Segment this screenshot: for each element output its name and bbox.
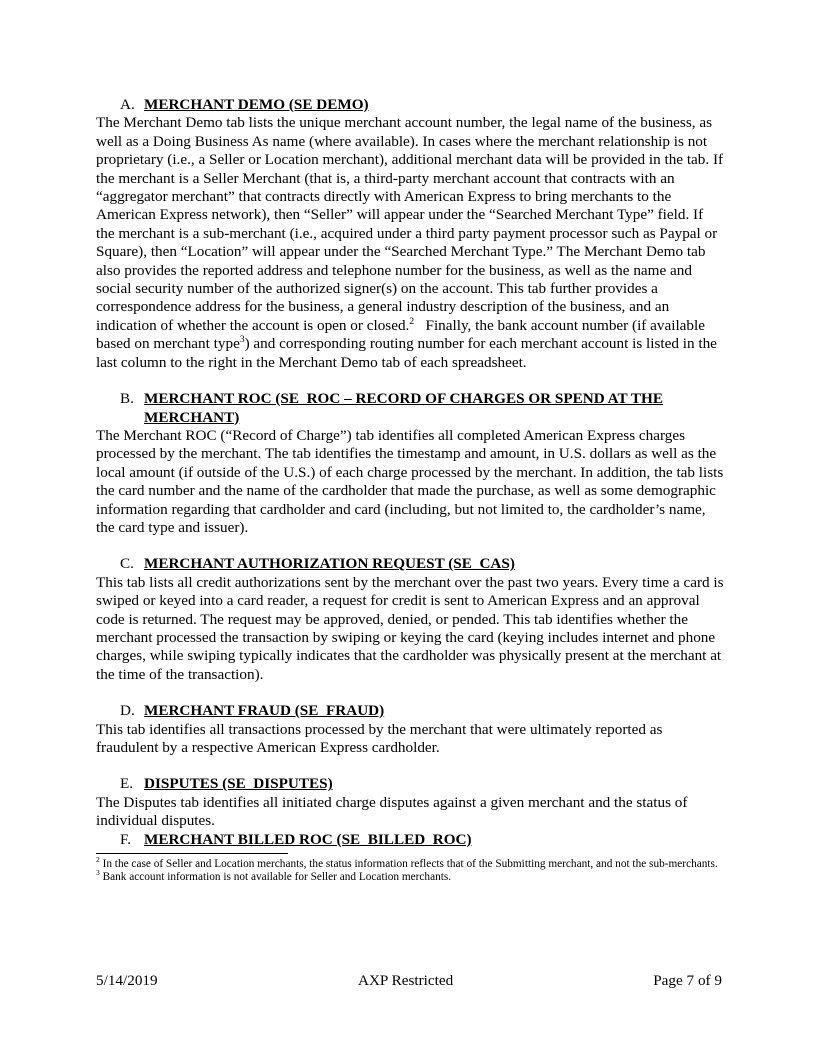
section-c-body: This tab lists all credit authorizations sent by the merchant over the past two years. Every time a card is swiped or keyed into a card reader, a request for credit is sent to American Express and an approval code is returned. The request may be approved, denied, or pended. This tab identifies whether the merchant processed the transaction by swiping or keying the card (keying includes internet and phone charges, while swiping typically indicates that the cardholder was physically present at the merchant at the time of the transaction). [96, 573, 724, 683]
section-c-title: MERCHANT AUTHORIZATION REQUEST (SE_CAS) [144, 555, 515, 573]
section-a-heading [96, 96, 724, 114]
section-d-heading [96, 702, 724, 720]
footnote-ref-2: 2 [409, 316, 415, 327]
footnote-ref-3: 3 [239, 335, 245, 346]
section-e-heading [96, 775, 724, 793]
section-a-body [96, 114, 724, 372]
section-a-body-part1: The Merchant Demo tab lists the unique merchant account number, the legal name of the business, as well as a Doing Business As name (where available). In cases where the merchant relationship is not proprietary (i.e., a Seller or Location merchant), additional merchant data will be provided in the tab. If the merchant is a Seller Merchant (that is, a third-party merchant account that contracts with an “aggregator merchant” that contracts directly with American Express to bring merchants to the American Express network), then “Seller” will appear under the “Searched Merchant Type” field. If the merchant is a sub-merchant (i.e., acquired under a third party payment processor such as Paypal or Square), then “Location” will appear under the “Searched Merchant Type.” The Merchant Demo tab also provides the reported address and telephone number for the business, as well as the name and social security number of the authorized signer(s) on the account. This tab further provides a correspondence address for the business, a general industry description of the business, and an indication of whether the account is open or closed. [96, 114, 724, 334]
section-b-letter: B. [120, 390, 134, 408]
section-d-title: MERCHANT FRAUD (SE_FRAUD) [144, 702, 385, 720]
footer-classification: AXP Restricted [358, 972, 454, 989]
section-d-letter: D. [120, 702, 135, 720]
section-c-letter: C. [120, 555, 134, 573]
footer-page-number: Page 7 of 9 [653, 972, 722, 989]
footnote-3-number: 3 [96, 868, 100, 878]
footnote-3 [96, 868, 724, 884]
section-b-title: MERCHANT ROC (SE_ROC – RECORD OF CHARGES OR SPEND AT THE MERCHANT) [144, 390, 663, 426]
section-b-heading [96, 390, 724, 427]
section-f-title: MERCHANT BILLED ROC (SE_BILLED_ROC) [144, 830, 472, 848]
section-e-body: The Disputes tab identifies all initiated charge disputes against a given merchant and the status of individual disputes. [96, 793, 688, 830]
section-f-letter: F. [120, 830, 132, 848]
page-footer [96, 972, 724, 990]
footnote-divider [96, 853, 288, 854]
section-c-heading [96, 555, 724, 573]
footnote-2 [96, 855, 724, 871]
section-b-body: The Merchant ROC (“Record of Charge”) tab identifies all completed American Express charges processed by the merchant. The tab identifies the timestamp and amount, in U.S. dollars as well as the local amount (if outside of the U.S.) of each charge processed by the merchant. In addition, the tab lists the card number and the name of the cardholder that made the purchase, as well as some demographic information regarding that cardholder and card (including, but not limited to, the cardholder’s name, the card type and issuer). [96, 426, 724, 536]
section-a-body-part2: Finally, the bank account number (if available based on merchant type [96, 316, 709, 353]
section-f-heading [96, 831, 724, 849]
section-d-body: This tab identifies all transactions processed by the merchant that were ultimately reported as fraudulent by a respective American Express cardholder. [96, 720, 663, 756]
footer-date: 5/14/2019 [96, 972, 158, 989]
footnote-3-text: Bank account information is not available for Seller and Location merchants. [99, 871, 452, 884]
section-a-letter: A. [120, 96, 135, 113]
footnote-2-number: 2 [96, 855, 100, 865]
section-a-body-part3: ) and corresponding routing number for each merchant account is listed in the last column to the right in the Merchant Demo tab of each spreadsheet. [96, 335, 717, 371]
document-page [96, 96, 724, 884]
footnote-2-text: In the case of Seller and Location merchants, the status information reflects that of the Submitting merchant, and not the sub-merchants. [99, 858, 718, 871]
section-e-title: DISPUTES (SE_DISPUTES) [144, 775, 333, 793]
section-e-letter: E. [120, 775, 134, 793]
section-a-title: MERCHANT DEMO (SE DEMO) [144, 96, 369, 113]
